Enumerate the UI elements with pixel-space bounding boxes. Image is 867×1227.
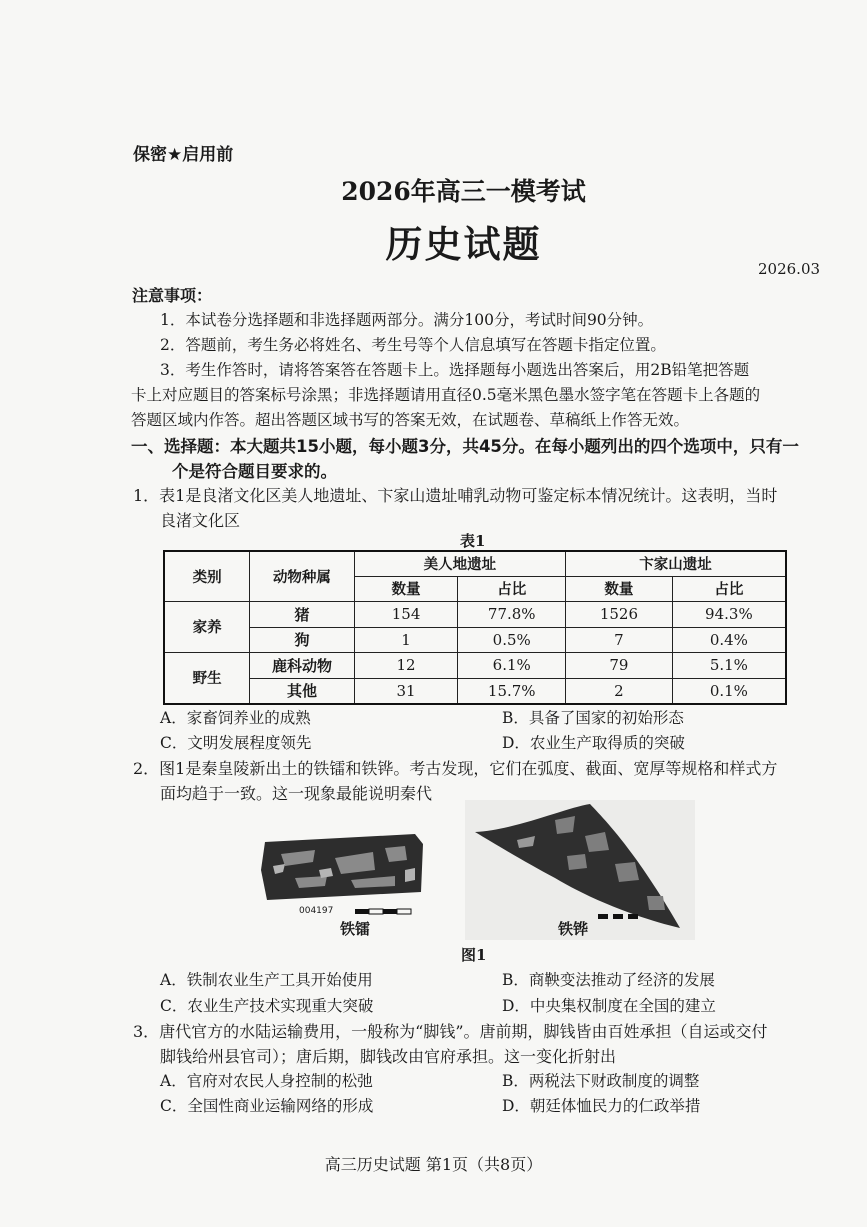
section-heading-cont: 个是符合题目要求的。 xyxy=(172,462,337,481)
notice-line: 答题区域内作答。超出答题区域书写的答案无效，在试题卷、草稿纸上作答无效。 xyxy=(131,411,690,429)
confidential-mark: 保密★启用前 xyxy=(133,145,234,165)
count-cell: 154 xyxy=(354,601,458,627)
figure-label-ploughshare: 铁铧 xyxy=(558,920,589,938)
scale-bar-icon xyxy=(598,914,638,919)
table-row xyxy=(164,652,786,678)
iron-tools-photo xyxy=(255,800,695,940)
subheader-ratio: 占比 xyxy=(458,576,566,601)
specimen-number: 004197 xyxy=(299,906,334,916)
q1-option-c: C．文明发展程度领先 xyxy=(160,734,312,752)
q1-option-a: A．家畜饲养业的成熟 xyxy=(160,709,311,727)
question-3-stem-cont: 脚钱给州县官司）；唐后期，脚钱改由官府承担。这一变化折射出 xyxy=(160,1047,617,1066)
q2-option-a: A．铁制农业生产工具开始使用 xyxy=(160,971,373,989)
ratio-cell: 5.1% xyxy=(672,652,786,678)
subject-title: 历史试题 xyxy=(385,222,542,266)
count-cell: 1526 xyxy=(566,601,673,627)
figure-caption: 图1 xyxy=(461,946,487,964)
header-species: 动物种属 xyxy=(250,551,355,601)
ratio-cell: 0.1% xyxy=(672,678,786,704)
q3-option-b: B．两税法下财政制度的调整 xyxy=(502,1072,700,1090)
q3-option-c: C．全国性商业运输网络的形成 xyxy=(160,1097,374,1115)
count-cell: 79 xyxy=(566,652,673,678)
table-row xyxy=(164,627,786,652)
section-heading: 一、选择题：本大题共15小题，每小题3分，共45分。在每小题列出的四个选项中，只有一 xyxy=(131,437,799,456)
group-domestic: 家养 xyxy=(164,601,250,652)
species-cell: 鹿科动物 xyxy=(250,652,355,678)
species-cell: 其他 xyxy=(250,678,355,704)
notice-line: 2．答题前，考生务必将姓名、考生号等个人信息填写在答题卡指定位置。 xyxy=(160,336,666,354)
ratio-cell: 94.3% xyxy=(672,601,786,627)
count-cell: 31 xyxy=(354,678,458,704)
notice-line: 1．本试卷分选择题和非选择题两部分。满分100分，考试时间90分钟。 xyxy=(160,311,654,329)
question-2-stem-cont: 面均趋于一致。这一现象最能说明秦代 xyxy=(160,784,433,803)
q3-option-a: A．官府对农民人身控制的松弛 xyxy=(160,1072,373,1090)
exam-date: 2026.03 xyxy=(758,260,821,278)
count-cell: 7 xyxy=(566,627,673,652)
species-cell: 狗 xyxy=(250,627,355,652)
page-footer: 高三历史试题 第1页（共8页） xyxy=(324,1155,543,1174)
scale-bar-icon xyxy=(355,909,411,914)
ratio-cell: 77.8% xyxy=(458,601,566,627)
q1-option-d: D．农业生产取得质的突破 xyxy=(502,734,685,752)
count-cell: 2 xyxy=(566,678,673,704)
count-cell: 1 xyxy=(354,627,458,652)
ratio-cell: 15.7% xyxy=(458,678,566,704)
q2-option-d: D．中央集权制度在全国的建立 xyxy=(502,997,716,1015)
iron-hoe-image xyxy=(261,834,423,900)
q2-option-c: C．农业生产技术实现重大突破 xyxy=(160,997,374,1015)
figure-label-hoe: 铁镭 xyxy=(340,920,371,938)
question-1-stem-cont: 良渚文化区 xyxy=(160,511,241,530)
animal-specimen-table xyxy=(163,550,787,705)
q2-option-b: B．商鞅变法推动了经济的发展 xyxy=(502,971,715,989)
ratio-cell: 0.4% xyxy=(672,627,786,652)
table-row xyxy=(164,678,786,704)
question-2-stem: 2．图1是秦皇陵新出土的铁镭和铁铧。考古发现，它们在弧度、截面、宽厚等规格和样式方 xyxy=(133,759,778,778)
count-cell: 12 xyxy=(354,652,458,678)
table-row xyxy=(164,601,786,627)
q1-option-b: B．具备了国家的初始形态 xyxy=(502,709,684,727)
q3-option-d: D．朝廷体恤民力的仁政举措 xyxy=(502,1097,701,1115)
group-wild: 野生 xyxy=(164,652,250,704)
header-site-meirendi: 美人地遗址 xyxy=(354,551,565,576)
question-3-stem: 3．唐代官方的水陆运输费用，一般称为“脚钱”。唐前期，脚钱皆由百姓承担（自运或交付 xyxy=(133,1022,768,1041)
subheader-count: 数量 xyxy=(566,576,673,601)
species-cell: 猪 xyxy=(250,601,355,627)
table-caption: 表1 xyxy=(460,532,486,550)
ratio-cell: 0.5% xyxy=(458,627,566,652)
notice-heading: 注意事项： xyxy=(132,286,213,305)
header-site-bianjiashan: 卞家山遗址 xyxy=(566,551,786,576)
exam-title: 2026年高三一模考试 xyxy=(341,177,586,206)
header-category: 类别 xyxy=(164,551,250,601)
ratio-cell: 6.1% xyxy=(458,652,566,678)
iron-ploughshare-image xyxy=(475,804,680,928)
question-1-stem: 1．表1是良渚文化区美人地遗址、卞家山遗址哺乳动物可鉴定标本情况统计。这表明，当时 xyxy=(133,486,778,505)
figure-1 xyxy=(255,800,695,940)
notice-line: 卡上对应题目的答案标号涂黑；非选择题请用直径0.5毫米黑色墨水签字笔在答题卡上各题的 xyxy=(131,386,761,404)
notice-line: 3．考生作答时，请将答案答在答题卡上。选择题每小题选出答案后，用2B铅笔把答题 xyxy=(160,361,750,379)
subheader-count: 数量 xyxy=(354,576,458,601)
subheader-ratio: 占比 xyxy=(672,576,786,601)
